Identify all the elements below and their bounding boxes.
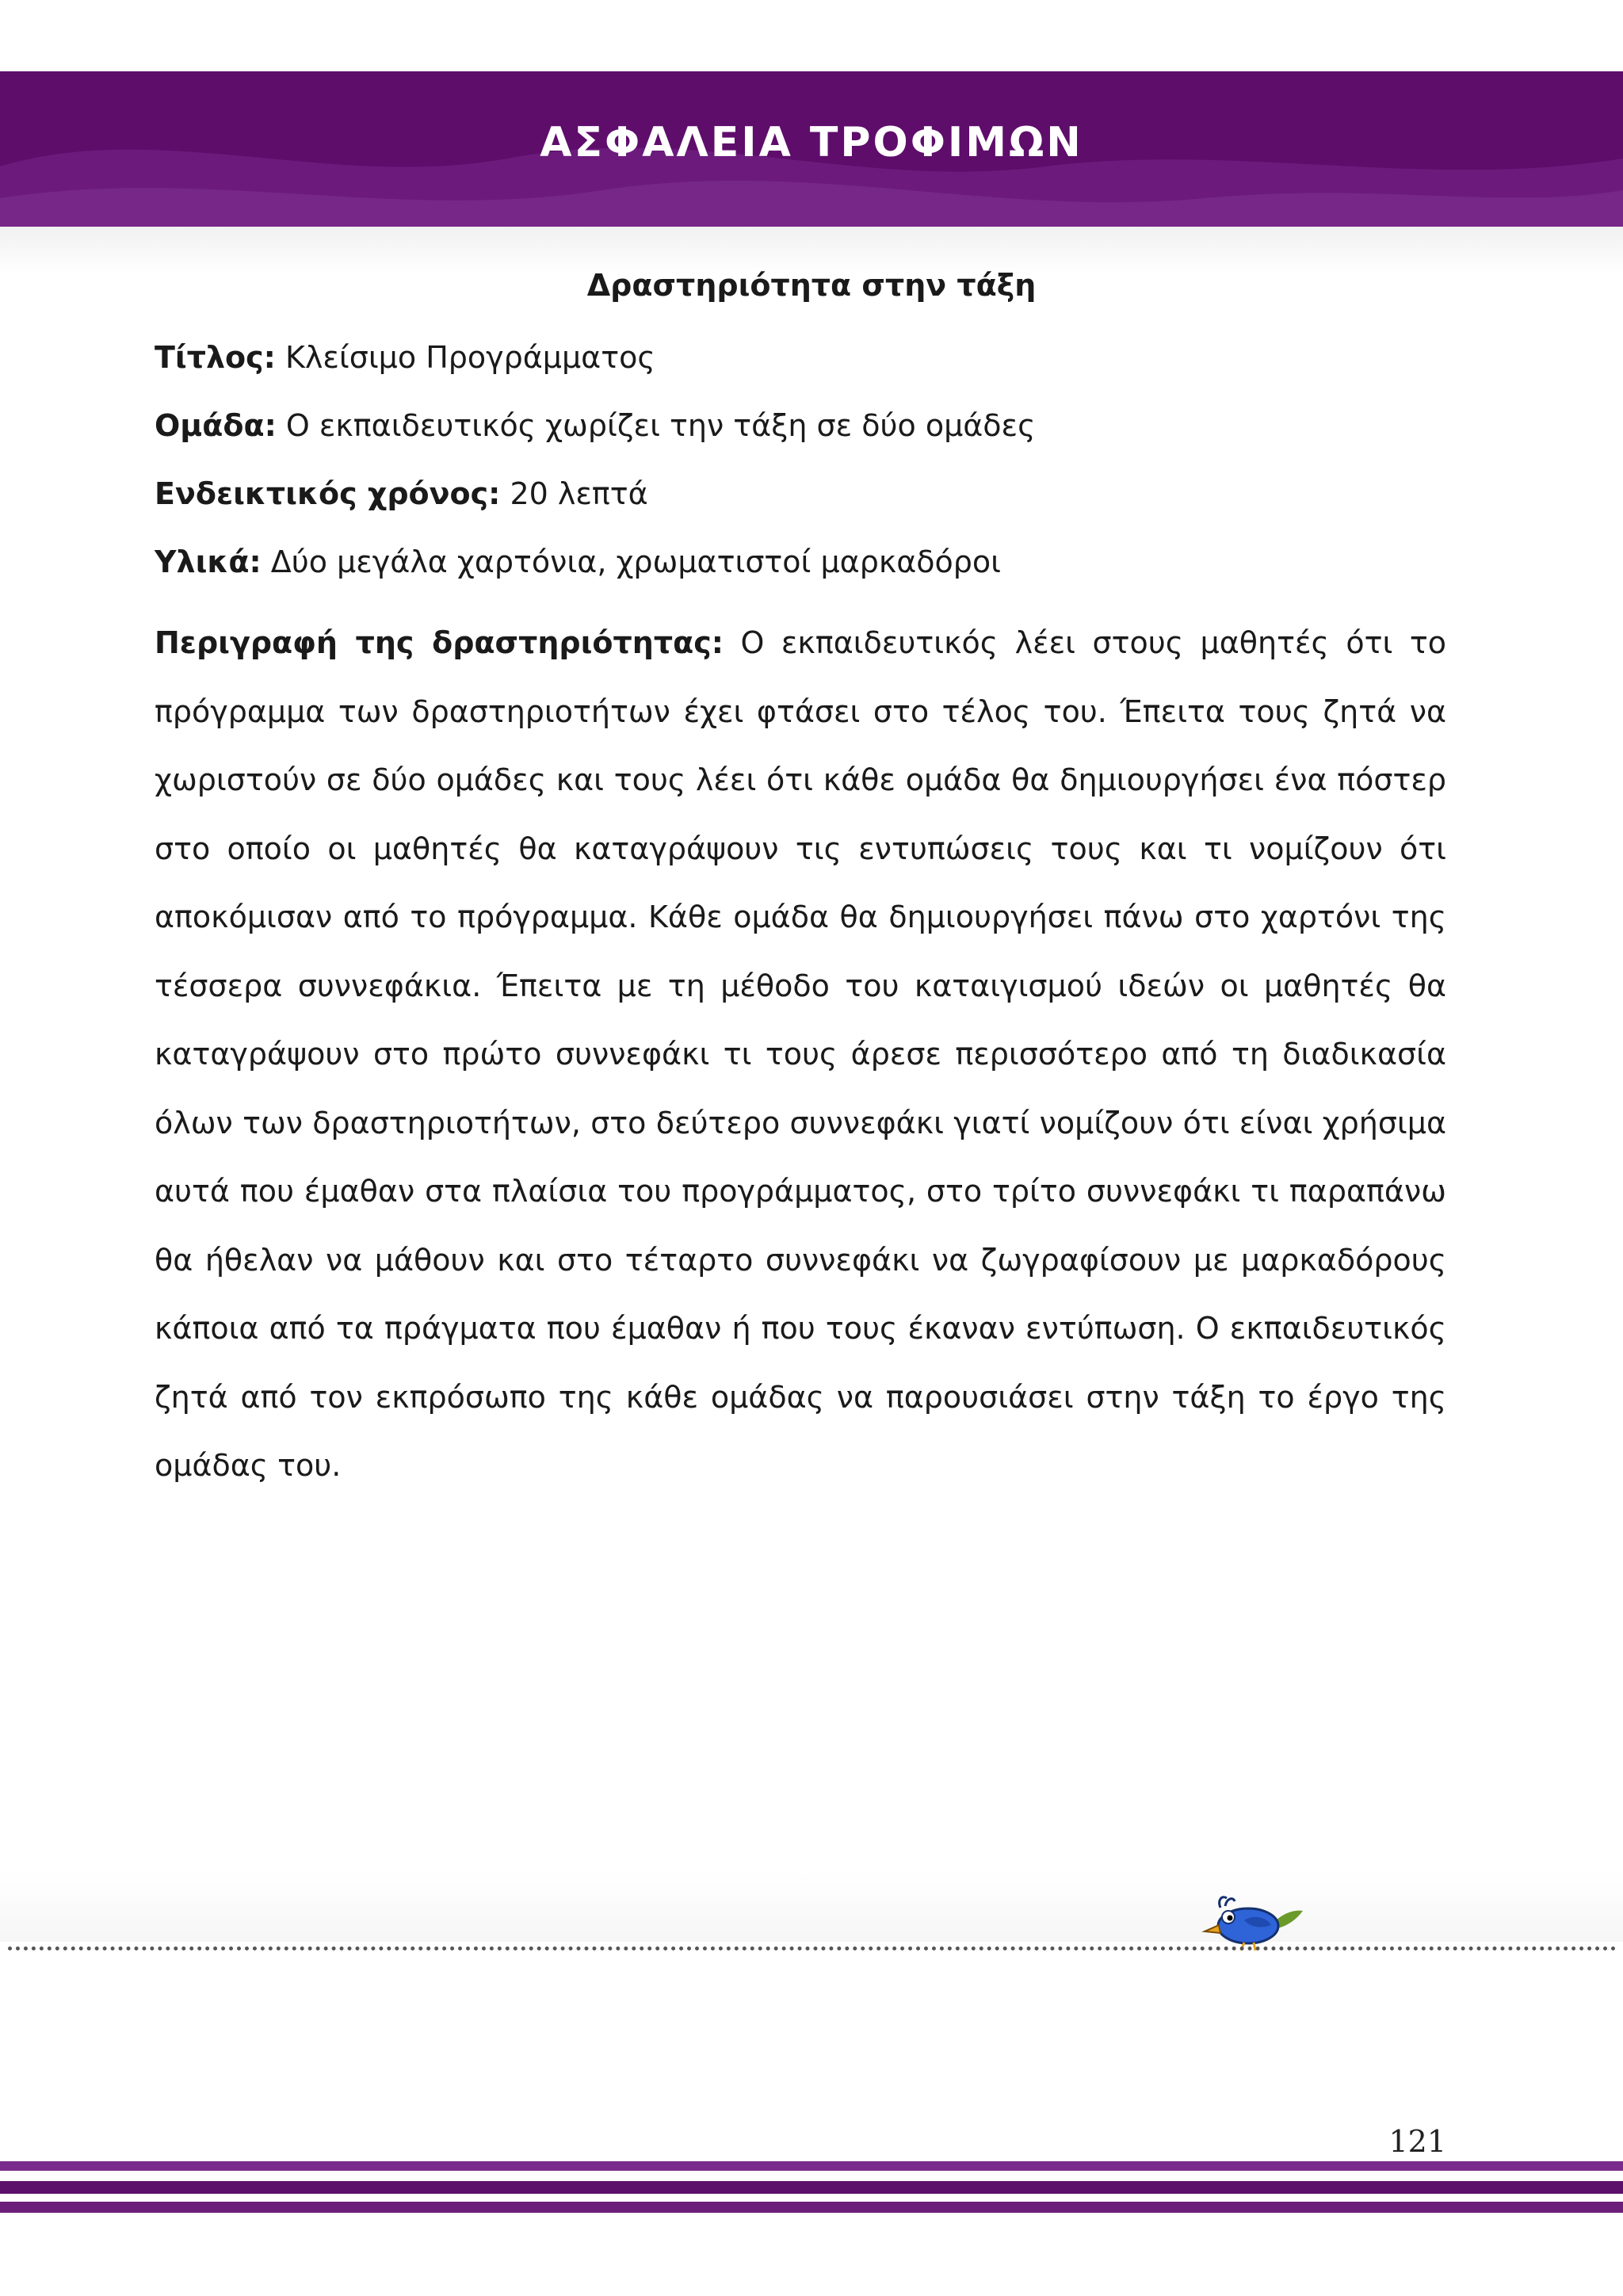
header-banner: [0, 71, 1623, 227]
bottom-stripe-2: [0, 2181, 1623, 2194]
description-label: Περιγραφή της δραστηριότητας:: [155, 625, 724, 660]
field-title: [155, 339, 655, 376]
footer-fade: [0, 1870, 1623, 1942]
field-materials: [155, 544, 1001, 580]
bottom-stripe-3: [0, 2202, 1623, 2213]
field-duration: [155, 476, 648, 512]
field-duration-label: Ενδεικτικός χρόνος:: [155, 476, 501, 511]
activity-heading: Δραστηριότητα στην τάξη: [586, 268, 1037, 303]
field-group: [155, 407, 1035, 444]
blue-bird-icon: [1189, 1890, 1308, 1954]
field-materials-label: Υλικά:: [155, 544, 262, 579]
footer-dotted-divider: [8, 1946, 1617, 1950]
header-shadow: [0, 227, 1623, 274]
field-materials-value: Δύο μεγάλα χαρτόνια, χρωματιστοί μαρκαδόροι: [261, 544, 1001, 579]
field-title-value: Κλείσιμο Προγράμματος: [275, 340, 655, 375]
bottom-stripe-1: [0, 2161, 1623, 2171]
field-group-value: Ο εκπαιδευτικός χωρίζει την τάξη σε δύο ομάδες: [276, 408, 1036, 443]
description-text: Ο εκπαιδευτικός λέει στους μαθητές ότι το πρόγραμμα των δραστηριοτήτων έχει φτάσει στο τέλος του. Έπειτα τους ζητά να χωριστούν σε δύο ομάδες και τους λέει ότι κάθε ομάδα θα δημιουργήσει ένα πόστερ στο οποίο οι μαθητές θα καταγράψουν τις εντυπώσεις τους και τι νομίζουν ότι αποκόμισαν από το πρόγραμμα. Κάθε ομάδα θα δημιουργήσει πάνω στο χαρτόνι της τέσσερα συννεφάκια. Έπειτα με τη μέθοδο του καταιγισμού ιδεών οι μαθητές θα καταγράψουν στο πρώτο συννεφάκι τι τους άρεσε περισσότερο από τη διαδικασία όλων των δραστηριοτήτων, στο δεύτερο συννεφάκι γιατί νομίζουν ότι είναι χρήσιμα αυτά που έμαθαν στα πλαίσια του προγράμματος, στο τρίτο συννεφάκι τι παραπάνω θα ήθελαν να μάθουν και στο τέταρτο συννεφάκι να ζωγραφίσουν με μαρκαδόρους κάποια από τα πράγματα που έμαθαν ή που τους έκαναν εντύπωση. Ο εκπαιδευτικός ζητά από τον εκπρόσωπο της κάθε ομάδας να παρουσιάσει στην τάξη το έργο της ομάδας του.: [155, 625, 1446, 1483]
activity-description: [155, 609, 1446, 1500]
field-duration-value: 20 λεπτά: [500, 476, 648, 511]
header-title: ΑΣΦΑΛΕΙΑ ΤΡΟΦΙΜΩΝ: [540, 119, 1083, 166]
field-title-label: Τίτλος:: [155, 340, 276, 375]
field-group-label: Ομάδα:: [155, 408, 277, 443]
page-number: 121: [1388, 2124, 1446, 2159]
